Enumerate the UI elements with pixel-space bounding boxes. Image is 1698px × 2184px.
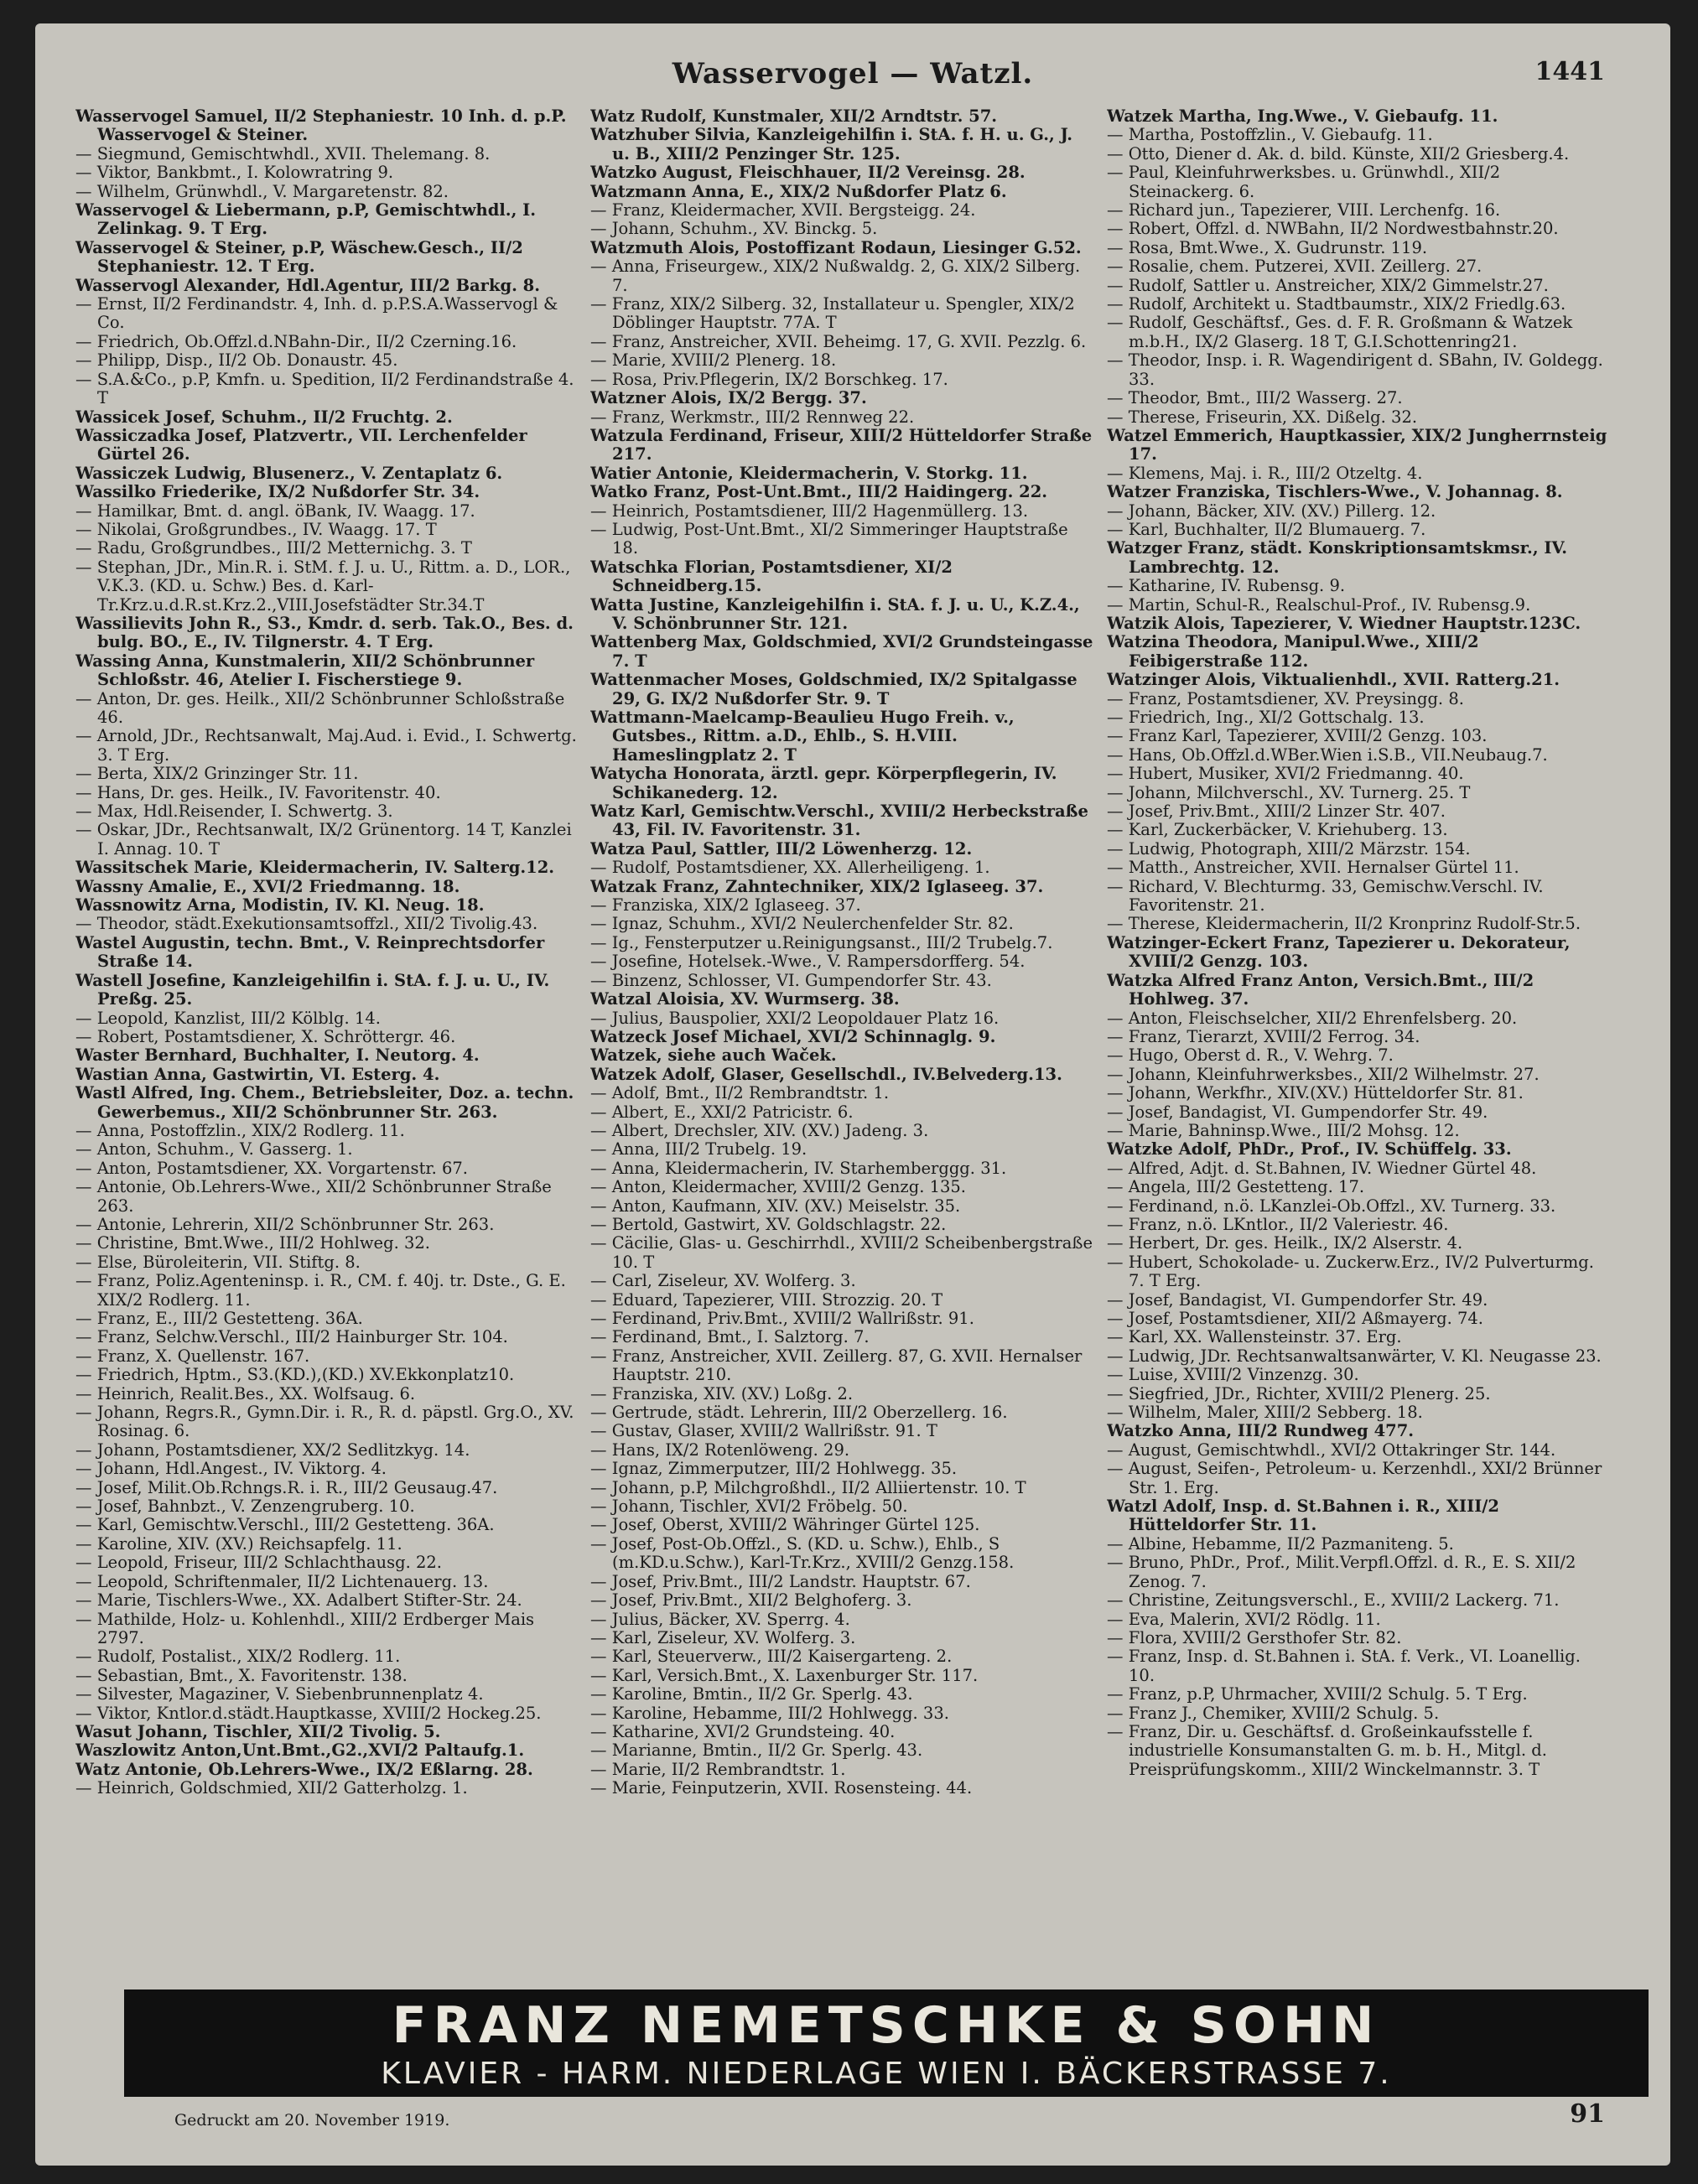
directory-entry: — Johann, Kleinfuhrwerksbes., XII/2 Wilhelmstr. 27. <box>1107 1064 1540 1084</box>
page-header <box>35 57 1670 107</box>
directory-entry: Watzmuth Alois, Postoffizant Rodaun, Liesinger G.52. <box>590 237 1082 257</box>
directory-entry: Watzko Anna, III/2 Rundweg 477. <box>1107 1421 1415 1441</box>
directory-entry: — Karoline, Hebamme, III/2 Hohlwegg. 33. <box>590 1703 949 1723</box>
directory-entry: Wassilievits John R., S3., Kmdr. d. serb. Tak.O., Bes. d. bulg. BO., E., IV. Tilgnerstr. 4. T Erg. <box>75 613 574 652</box>
directory-entry: Watzer Franziska, Tischlers-Wwe., V. Johannag. 8. <box>1107 482 1563 502</box>
directory-entry: — Matth., Anstreicher, XVII. Hernalser Gürtel 11. <box>1107 858 1519 878</box>
directory-entry: Wattenberg Max, Goldschmied, XVI/2 Grundsteingasse 7. T <box>590 632 1093 671</box>
directory-entry: — Wilhelm, Grünwhdl., V. Margaretenstr. 82. <box>75 181 449 201</box>
directory-entry: Watycha Honorata, ärztl. gepr. Körperpflegerin, IV. Schikanederg. 12. <box>590 764 1057 802</box>
directory-entry: — Else, Büroleiterin, VII. Stiftg. 8. <box>75 1252 361 1272</box>
directory-entry: — Albine, Hebamme, II/2 Pazmaniteng. 5. <box>1107 1533 1454 1554</box>
directory-entry: — Ignaz, Zimmerputzer, III/2 Hohlwegg. 35. <box>590 1459 958 1479</box>
directory-entry: — Philipp, Disp., II/2 Ob. Donaustr. 45. <box>75 350 398 371</box>
directory-entry: — S.A.&Co., p.P, Kmfn. u. Spedition, II/2 Ferdinandstraße 4. T <box>75 369 574 408</box>
directory-entry: Watzek Martha, Ing.Wwe., V. Giebaufg. 11. <box>1107 107 1498 126</box>
directory-entry: — Johann, Bäcker, XIV. (XV.) Pillerg. 12. <box>1107 501 1436 521</box>
directory-entry: Wassnowitz Arna, Modistin, IV. Kl. Neug. 18. <box>75 895 485 916</box>
directory-entry: Watzinger-Eckert Franz, Tapezierer u. Dekorateur, XVIII/2 Genzg. 103. <box>1107 932 1571 972</box>
directory-entry: Wassicek Josef, Schuhm., II/2 Fruchtg. 2. <box>75 407 453 427</box>
directory-entry: Watzhuber Silvia, Kanzleigehilfin i. StA. f. H. u. G., J. u. B., XIII/2 Penzinger Str. 125. <box>590 125 1073 163</box>
directory-entry: Watzger Franz, städt. Konskriptionsamtskmsr., IV. Lambrechtg. 12. <box>1107 538 1568 577</box>
banner-company-name: FRANZ NEMETSCHKE & SOHN <box>392 1996 1381 2055</box>
directory-entry: — Rudolf, Sattler u. Anstreicher, XIX/2 Gimmelstr.27. <box>1107 275 1549 295</box>
directory-entry: — Marie, Feinputzerin, XVII. Rosensteing. 44. <box>590 1778 973 1798</box>
directory-entry: — Anton, Schuhm., V. Gasserg. 1. <box>75 1139 353 1159</box>
directory-entry: — Julius, Bauspolier, XXI/2 Leopoldauer Platz 16. <box>590 1008 1000 1028</box>
directory-entry: Watzak Franz, Zahntechniker, XIX/2 Iglaseeg. 37. <box>590 876 1044 896</box>
advertisement-banner <box>124 1989 1649 2097</box>
directory-entry: — Franz, E., III/2 Gestetteng. 36A. <box>75 1309 363 1328</box>
directory-entry: Wattmann-Maelcamp-Beaulieu Hugo Freih. v., Gutsbes., Rittm. a.D., Ehlb., S. H.VIII. Hameslingplatz 2. T <box>590 708 1015 765</box>
directory-entry: — Antonie, Ob.Lehrers-Wwe., XII/2 Schönbrunner Straße 263. <box>75 1177 552 1216</box>
directory-entry: — Franz Karl, Tapezierer, XVIII/2 Genzg. 103. <box>1107 726 1488 746</box>
directory-entry: — Josef, Postamtsdiener, XII/2 Aßmayerg. 74. <box>1107 1309 1483 1328</box>
directory-entry: — Johann, Schuhm., XV. Binckg. 5. <box>590 219 878 239</box>
directory-entry: — Johann, Tischler, XVI/2 Fröbelg. 50. <box>590 1497 908 1517</box>
directory-entry: — Karl, Gemischtw.Verschl., III/2 Gestetteng. 36A. <box>75 1515 495 1535</box>
directory-entry: — Luise, XVIII/2 Vinzenzg. 30. <box>1107 1365 1359 1385</box>
directory-entry: — Karl, Steuerverw., III/2 Kaisergarteng. 2. <box>590 1647 953 1667</box>
directory-entry: Watzal Aloisia, XV. Wurmserg. 38. <box>590 989 900 1009</box>
directory-entry: Watzl Adolf, Insp. d. St.Bahnen i. R., XIII/2 Hütteldorfer Str. 11. <box>1107 1497 1499 1535</box>
directory-entry: — Franz, X. Quellenstr. 167. <box>75 1346 310 1366</box>
directory-entry: Wastel Augustin, techn. Bmt., V. Reinprechtsdorfer Straße 14. <box>75 932 545 972</box>
sheet-number: 91 <box>1570 2099 1605 2129</box>
directory-entry: — Marie, II/2 Rembrandtstr. 1. <box>590 1759 846 1779</box>
directory-entry: — Hubert, Schokolade- u. Zuckerw.Erz., IV/2 Pulverturmg. 7. T Erg. <box>1107 1252 1594 1291</box>
directory-entry: Wasut Johann, Tischler, XII/2 Tivolig. 5. <box>75 1721 441 1741</box>
directory-entry: — Heinrich, Postamtsdiener, III/2 Hagenmüllerg. 13. <box>590 501 1029 521</box>
directory-entry: — Martin, Schul-R., Realschul-Prof., IV. Rubensg.9. <box>1107 594 1531 615</box>
directory-entry: — Binzenz, Schlosser, VI. Gumpendorfer Str. 43. <box>590 970 992 990</box>
directory-entry: — Franz, XIX/2 Silberg. 32, Installateur u. Spengler, XIX/2 Döblinger Hauptstr. 77A. T <box>590 294 1075 333</box>
directory-entry: — Angela, III/2 Gestetteng. 17. <box>1107 1177 1365 1197</box>
directory-entry: — Josef, Bandagist, VI. Gumpendorfer Str. 49. <box>1107 1289 1488 1310</box>
directory-entry: — Hamilkar, Bmt. d. angl. öBank, IV. Waagg. 17. <box>75 501 475 521</box>
directory-entry: Watschka Florian, Postamtsdiener, XI/2 Schneidberg.15. <box>590 557 953 596</box>
directory-entry: — Adolf, Bmt., II/2 Rembrandtstr. 1. <box>590 1083 890 1103</box>
directory-entry: — Karoline, Bmtin., II/2 Gr. Sperlg. 43. <box>590 1684 913 1704</box>
directory-entry: Watzek Adolf, Glaser, Gesellschdl., IV.Belvederg.13. <box>590 1064 1062 1084</box>
directory-entry: Watko Franz, Post-Unt.Bmt., III/2 Haidingerg. 22. <box>590 482 1048 502</box>
directory-entry: — Franziska, XIX/2 Iglaseeg. 37. <box>590 895 861 916</box>
directory-entry: — Robert, Offzl. d. NWBahn, II/2 Nordwestbahnstr.20. <box>1107 219 1559 239</box>
directory-entry: — Therese, Friseurin, XX. Dißelg. 32. <box>1107 407 1418 427</box>
directory-entry: Waszlowitz Anton,Unt.Bmt.,G2.,XVI/2 Paltaufg.1. <box>75 1740 525 1761</box>
directory-entry: — Josefine, Hotelsek.-Wwe., V. Rampersdorfferg. 54. <box>590 952 1026 972</box>
directory-entry: Wassiczadka Josef, Platzvertr., VII. Lerchenfelder Gürtel 26. <box>75 425 527 464</box>
directory-entry: — Eva, Malerin, XVI/2 Rödlg. 11. <box>1107 1609 1381 1629</box>
column-2 <box>590 107 1093 1973</box>
directory-entry: — Marie, Bahninsp.Wwe., III/2 Mohsg. 12. <box>1107 1120 1460 1140</box>
directory-entry: — Flora, XVIII/2 Gersthofer Str. 82. <box>1107 1627 1402 1647</box>
directory-entry: — Ferdinand, Bmt., I. Salztorg. 7. <box>590 1327 870 1347</box>
directory-entry: Watz Karl, Gemischtw.Verschl., XVIII/2 Herbeckstraße 43, Fil. IV. Favoritenstr. 31. <box>590 801 1088 840</box>
running-title: Wasservogel — Watzl. <box>672 57 1034 91</box>
directory-entry: — Robert, Postamtsdiener, X. Schröttergr. 46. <box>75 1026 456 1046</box>
directory-entry: Wasservogl Alexander, Hdl.Agentur, III/2 Barkg. 8. <box>75 275 541 295</box>
directory-entry: — Franz, Selchw.Verschl., III/2 Hainburger Str. 104. <box>75 1327 508 1347</box>
directory-entry: — Franz, Poliz.Agenteninsp. i. R., CM. f. 40j. tr. Dste., G. E. XIX/2 Rodlerg. 11. <box>75 1271 566 1310</box>
directory-entry: Watzik Alois, Tapezierer, V. Wiedner Hauptstr.123C. <box>1107 613 1581 633</box>
directory-entry: — Bertold, Gastwirt, XV. Goldschlagstr. 22. <box>590 1214 947 1234</box>
directory-entry: — Friedrich, Hptm., S3.(KD.),(KD.) XV.Ekkonplatz10. <box>75 1365 515 1385</box>
directory-entry: — Herbert, Dr. ges. Heilk., IX/2 Alserstr. 4. <box>1107 1233 1463 1253</box>
directory-entry: — Josef, Oberst, XVIII/2 Währinger Gürtel 125. <box>590 1515 980 1535</box>
directory-entry: — Marie, XVIII/2 Plenerg. 18. <box>590 350 837 371</box>
directory-entry: Watz Rudolf, Kunstmaler, XII/2 Arndtstr. 57. <box>590 107 998 126</box>
directory-entry: — Richard jun., Tapezierer, VIII. Lerchenfg. 16. <box>1107 200 1501 220</box>
directory-entry: Watzmann Anna, E., XIX/2 Nußdorfer Platz 6. <box>590 181 1007 201</box>
directory-entry: — Katharine, IV. Rubensg. 9. <box>1107 576 1346 596</box>
directory-entry: Watzka Alfred Franz Anton, Versich.Bmt., III/2 Hohlweg. 37. <box>1107 970 1534 1009</box>
directory-entry: — Ignaz, Schuhm., XVI/2 Neulerchenfelder Str. 82. <box>590 914 1014 934</box>
directory-entry: — Johann, Hdl.Angest., IV. Viktorg. 4. <box>75 1459 387 1479</box>
directory-entry: — Antonie, Lehrerin, XII/2 Schönbrunner Str. 263. <box>75 1214 495 1234</box>
directory-entry: — Franz, Kleidermacher, XVII. Bergsteigg. 24. <box>590 200 976 220</box>
directory-entry: — Josef, Bandagist, VI. Gumpendorfer Str. 49. <box>1107 1102 1488 1122</box>
directory-entry: — Bruno, PhDr., Prof., Milit.Verpfl.Offzl. d. R., E. S. XII/2 Zenog. 7. <box>1107 1553 1576 1591</box>
directory-entry: — Siegmund, Gemischtwhdl., XVII. Thelemang. 8. <box>75 143 491 163</box>
directory-entry: Watta Justine, Kanzleigehilfin i. StA. f. J. u. U., K.Z.4., V. Schönbrunner Str. 121. <box>590 594 1080 633</box>
directory-entry: — Therese, Kleidermacherin, II/2 Kronprinz Rudolf-Str.5. <box>1107 914 1581 934</box>
directory-entry: — Radu, Großgrundbes., III/2 Metternichg. 3. T <box>75 538 472 558</box>
directory-entry: — Martha, Postoffzlin., V. Giebaufg. 11. <box>1107 125 1433 145</box>
directory-entry: — Viktor, Bankbmt., I. Kolowratring 9. <box>75 163 394 183</box>
directory-entry: — Anton, Fleischselcher, XII/2 Ehrenfelsberg. 20. <box>1107 1008 1518 1028</box>
directory-entry: — Heinrich, Realit.Bes., XX. Wolfsaug. 6. <box>75 1383 416 1403</box>
directory-entry: — Katharine, XVI/2 Grundsteing. 40. <box>590 1721 896 1741</box>
directory-entry: — Richard, V. Blechturmg. 33, Gemischw.Verschl. IV. Favoritenstr. 21. <box>1107 876 1544 916</box>
directory-entry: — Gustav, Glaser, XVIII/2 Wallrißstr. 91. T <box>590 1421 937 1441</box>
directory-entry: — Karl, Zuckerbäcker, V. Kriehuberg. 13. <box>1107 820 1448 840</box>
directory-entry: — Max, Hdl.Reisender, I. Schwertg. 3. <box>75 801 393 822</box>
directory-entry: — Johann, Milchverschl., XV. Turnerg. 25. T <box>1107 782 1471 802</box>
directory-entry: Wassny Amalie, E., XVI/2 Friedmanng. 18. <box>75 876 460 896</box>
directory-entry: — Johann, Werkfhr., XIV.(XV.) Hütteldorfer Str. 81. <box>1107 1083 1524 1103</box>
directory-entry: Watz Antonie, Ob.Lehrers-Wwe., IX/2 Eßlarng. 28. <box>75 1759 533 1779</box>
directory-entry: — Stephan, JDr., Min.R. i. StM. f. J. u. U., Rittm. a. D., LOR., V.K.3. (KD. u. Schw.) Bes. d. Karl-Tr.Krz.u.d.R.st.Krz.2.,VIII.Josefstädter Str.34.T <box>75 557 571 615</box>
print-date: Gedruckt am 20. November 1919. <box>174 2111 450 2130</box>
directory-entry: Watzke Adolf, PhDr., Prof., IV. Schüffelg. 33. <box>1107 1139 1512 1159</box>
directory-entry: — Sebastian, Bmt., X. Favoritenstr. 138. <box>75 1665 408 1685</box>
directory-entry: — Alfred, Adjt. d. St.Bahnen, IV. Wiedner Gürtel 48. <box>1107 1158 1537 1178</box>
directory-entry: — Klemens, Maj. i. R., III/2 Otzeltg. 4. <box>1107 463 1423 483</box>
directory-entry: — Franz J., Chemiker, XVIII/2 Schulg. 5. <box>1107 1703 1440 1723</box>
directory-entry: — Heinrich, Goldschmied, XII/2 Gatterholzg. 1. <box>75 1778 468 1798</box>
directory-entry: — Anna, Postoffzlin., XIX/2 Rodlerg. 11. <box>75 1120 405 1140</box>
directory-entry: — Franz, Insp. d. St.Bahnen i. StA. f. Verk., VI. Loanellig. 10. <box>1107 1647 1581 1685</box>
directory-entry: Wastl Alfred, Ing. Chem., Betriebsleiter, Doz. a. techn. Gewerbemus., XII/2 Schönbrunner Str. 263. <box>75 1083 574 1122</box>
directory-entry: — Otto, Diener d. Ak. d. bild. Künste, XII/2 Griesberg.4. <box>1107 143 1570 163</box>
directory-entry: — Hans, Ob.Offzl.d.WBer.Wien i.S.B., VII.Neubaug.7. <box>1107 744 1548 765</box>
directory-entry: — Franz, Anstreicher, XVII. Zeillerg. 87, G. XVII. Hernalser Hauptstr. 210. <box>590 1346 1083 1385</box>
directory-entry: — Johann, Regrs.R., Gymn.Dir. i. R., R. d. päpstl. Grg.O., XV. Rosinag. 6. <box>75 1403 574 1441</box>
directory-entry: — August, Seifen-, Petroleum- u. Kerzenhdl., XXI/2 Brünner Str. 1. Erg. <box>1107 1459 1602 1497</box>
directory-entry: — Franz, n.ö. LKntlor., II/2 Valeriestr. 46. <box>1107 1214 1449 1234</box>
directory-entry: — Wilhelm, Maler, XIII/2 Sebberg. 18. <box>1107 1403 1423 1423</box>
directory-entry: — Eduard, Tapezierer, VIII. Strozzig. 20. T <box>590 1289 943 1310</box>
directory-entry: — Mathilde, Holz- u. Kohlenhdl., XIII/2 Erdberger Mais 2797. <box>75 1609 535 1647</box>
directory-entry: — Albert, Drechsler, XIV. (XV.) Jadeng. 3. <box>590 1120 929 1140</box>
directory-entry: Watzeck Josef Michael, XVI/2 Schinnaglg. 9. <box>590 1026 996 1046</box>
directory-entry: Watzel Emmerich, Hauptkassier, XIX/2 Jungherrnsteig 17. <box>1107 425 1607 464</box>
directory-entry: — Franz, Werkmstr., III/2 Rennweg 22. <box>590 407 915 427</box>
directory-entry: — Friedrich, Ob.Offzl.d.NBahn-Dir., II/2 Czerning.16. <box>75 331 517 351</box>
directory-entry: Waster Bernhard, Buchhalter, I. Neutorg. 4. <box>75 1045 480 1066</box>
directory-entry: — Oskar, JDr., Rechtsanwalt, IX/2 Grünentorg. 14 T, Kanzlei I. Annag. 10. T <box>75 820 572 859</box>
directory-entry: — Ernst, II/2 Ferdinandstr. 4, Inh. d. p.P.S.A.Wasservogl & Co. <box>75 294 558 333</box>
directory-entry: — Arnold, JDr., Rechtsanwalt, Maj.Aud. i. Evid., I. Schwertg. 3. T Erg. <box>75 726 577 765</box>
directory-entry: — Anna, III/2 Trubelg. 19. <box>590 1139 807 1159</box>
directory-entry: — Marianne, Bmtin., II/2 Gr. Sperlg. 43. <box>590 1740 923 1761</box>
directory-entry: Wattenmacher Moses, Goldschmied, IX/2 Spitalgasse 29, G. IX/2 Nußdorfer Str. 9. T <box>590 670 1077 708</box>
directory-entry: — Hugo, Oberst d. R., V. Wehrg. 7. <box>1107 1045 1394 1066</box>
directory-entry: — Julius, Bäcker, XV. Sperrg. 4. <box>590 1609 850 1629</box>
directory-entry: Wastell Josefine, Kanzleigehilfin i. StA. f. J. u. U., IV. Preßg. 25. <box>75 970 550 1009</box>
directory-entry: — Franz, Tierarzt, XVIII/2 Ferrog. 34. <box>1107 1026 1420 1046</box>
directory-entry: — Rosa, Bmt.Wwe., X. Gudrunstr. 119. <box>1107 237 1428 257</box>
directory-entry: — Ferdinand, Priv.Bmt., XVIII/2 Wallrißstr. 91. <box>590 1309 974 1328</box>
directory-entry: Watzula Ferdinand, Friseur, XIII/2 Hütteldorfer Straße 217. <box>590 425 1093 464</box>
banner-address: KLAVIER - HARM. NIEDERLAGE WIEN I. BÄCKERSTRASSE 7. <box>381 2057 1392 2091</box>
column-1 <box>75 107 579 1973</box>
directory-entry: — Franz, Dir. u. Geschäftsf. d. Großeinkaufsstelle f. industrielle Konsumanstalten G. m. b. H., Mitgl. d. Preisprüfungskomm., XIII/2 Winckelmannstr. 3. T <box>1107 1721 1547 1779</box>
directory-entry: Wassiczek Ludwig, Blusenerz., V. Zentaplatz 6. <box>75 463 503 483</box>
directory-entry: — Karl, Ziseleur, XV. Wolferg. 3. <box>590 1627 856 1647</box>
directory-entry: Wasservogel Samuel, II/2 Stephaniestr. 10 Inh. d. p.P. Wasservogel & Steiner. <box>75 107 567 145</box>
directory-entry: — Josef, Milit.Ob.Rchngs.R. i. R., III/2 Geusaug.47. <box>75 1477 498 1497</box>
directory-entry: — Friedrich, Ing., XI/2 Gottschalg. 13. <box>1107 708 1425 727</box>
directory-entry: — Paul, Kleinfuhrwerksbes. u. Grünwhdl., XII/2 Steinackerg. 6. <box>1107 163 1501 201</box>
directory-entry: — Silvester, Magaziner, V. Siebenbrunnenplatz 4. <box>75 1684 484 1704</box>
directory-entry: — Leopold, Friseur, III/2 Schlachthausg. 22. <box>75 1553 442 1573</box>
directory-entry: — Rudolf, Architekt u. Stadtbaumstr., XIX/2 Friedlg.63. <box>1107 294 1566 314</box>
directory-entry: — Anna, Friseurgew., XIX/2 Nußwaldg. 2, G. XIX/2 Silberg. 7. <box>590 257 1081 295</box>
directory-entry: Wasservogel & Liebermann, p.P, Gemischtwhdl., I. Zelinkag. 9. T Erg. <box>75 200 537 239</box>
directory-entry: — Theodor, Insp. i. R. Wagendirigent d. SBahn, IV. Goldegg. 33. <box>1107 350 1603 389</box>
directory-entry: — Karl, Buchhalter, II/2 Blumauerg. 7. <box>1107 519 1426 539</box>
directory-entry: — Hans, IX/2 Rotenlöweng. 29. <box>590 1440 850 1460</box>
directory-entry: — Ludwig, Post-Unt.Bmt., XI/2 Simmeringer Hauptstraße 18. <box>590 519 1068 558</box>
directory-entry: — Ludwig, JDr. Rechtsanwaltsanwärter, V. Kl. Neugasse 23. <box>1107 1346 1602 1366</box>
directory-entry: — August, Gemischtwhdl., XVI/2 Ottakringer Str. 144. <box>1107 1440 1556 1460</box>
directory-entry: — Anton, Kleidermacher, XVIII/2 Genzg. 135. <box>590 1177 967 1197</box>
directory-entry: — Gertrude, städt. Lehrerin, III/2 Oberzellerg. 16. <box>590 1403 1008 1423</box>
directory-entry: Watzinger Alois, Viktualienhdl., XVII. Ratterg.21. <box>1107 670 1560 690</box>
directory-entry: Watzina Theodora, Manipul.Wwe., XIII/2 Feibigerstraße 112. <box>1107 632 1479 671</box>
directory-entry: — Franz, p.P, Uhrmacher, XVIII/2 Schulg. 5. T Erg. <box>1107 1684 1528 1704</box>
directory-entry: — Rosa, Priv.Pflegerin, IX/2 Borschkeg. 17. <box>590 369 948 389</box>
directory-entry: — Leopold, Kanzlist, III/2 Kölblg. 14. <box>75 1008 381 1028</box>
directory-entry: Watier Antonie, Kleidermacherin, V. Storkg. 11. <box>590 463 1028 483</box>
directory-entry: — Rudolf, Postamtsdiener, XX. Allerheiligeng. 1. <box>590 858 990 878</box>
directory-entry: — Ig., Fensterputzer u.Reinigungsanst., III/2 Trubelg.7. <box>590 932 1053 952</box>
page-number: 1441 <box>1534 57 1605 86</box>
directory-entry: Wasservogel & Steiner, p.P, Wäschew.Gesch., II/2 Stephaniestr. 12. T Erg. <box>75 237 523 277</box>
directory-entry: — Johann, p.P, Milchgroßhdl., II/2 Alliiertenstr. 10. T <box>590 1477 1026 1497</box>
directory-entry: — Franz, Anstreicher, XVII. Beheimg. 17, G. XVII. Pezzlg. 6. <box>590 331 1087 351</box>
directory-entry: — Franziska, XIV. (XV.) Loßg. 2. <box>590 1383 854 1403</box>
directory-entry: — Ludwig, Photograph, XIII/2 Märzstr. 154. <box>1107 838 1471 859</box>
directory-entry: Wassilko Friederike, IX/2 Nußdorfer Str. 34. <box>75 482 480 502</box>
directory-entry: — Christine, Bmt.Wwe., III/2 Hohlweg. 32. <box>75 1233 430 1253</box>
directory-entry: Watzek, siehe auch Waček. <box>590 1045 837 1066</box>
directory-entry: — Karl, Versich.Bmt., X. Laxenburger Str. 117. <box>590 1665 979 1685</box>
directory-entry: — Anton, Postamtsdiener, XX. Vorgartenstr. 67. <box>75 1158 468 1178</box>
directory-entry: — Rudolf, Geschäftsf., Ges. d. F. R. Großmann & Watzek m.b.H., IX/2 Glaserg. 18 T, G.I.Schottenring21. <box>1107 313 1573 351</box>
directory-entry: — Ferdinand, n.ö. LKanzlei-Ob.Offzl., XV. Turnerg. 33. <box>1107 1196 1556 1216</box>
directory-entry: Wastian Anna, Gastwirtin, VI. Esterg. 4. <box>75 1064 440 1084</box>
directory-entry: — Marie, Tischlers-Wwe., XX. Adalbert Stifter-Str. 24. <box>75 1590 522 1611</box>
directory-entry: — Josef, Priv.Bmt., XII/2 Belghoferg. 3. <box>590 1590 912 1611</box>
directory-entry: — Franz, Postamtsdiener, XV. Preysingg. 8. <box>1107 688 1464 708</box>
directory-entry: — Josef, Priv.Bmt., III/2 Landstr. Hauptstr. 67. <box>590 1571 971 1591</box>
directory-entry: Wassing Anna, Kunstmalerin, XII/2 Schönbrunner Schloßstr. 46, Atelier I. Fischerstiege 9. <box>75 651 535 690</box>
directory-entry: — Leopold, Schriftenmaler, II/2 Lichtenauerg. 13. <box>75 1571 489 1591</box>
directory-entry: — Anton, Dr. ges. Heilk., XII/2 Schönbrunner Schloßstraße 46. <box>75 688 565 727</box>
directory-entry: — Nikolai, Großgrundbes., IV. Waagg. 17. T <box>75 519 437 539</box>
directory-entry: — Siegfried, JDr., Richter, XVIII/2 Plenerg. 25. <box>1107 1383 1491 1403</box>
directory-page <box>35 23 1670 2166</box>
directory-entry: — Hans, Dr. ges. Heilk., IV. Favoritenstr. 40. <box>75 782 441 802</box>
directory-entry: — Christine, Zeitungsverschl., E., XVIII/2 Lackerg. 71. <box>1107 1590 1560 1611</box>
directory-entry: — Rudolf, Postalist., XIX/2 Rodlerg. 11. <box>75 1647 401 1667</box>
directory-entry: — Hubert, Musiker, XVI/2 Friedmanng. 40. <box>1107 764 1464 784</box>
directory-entry: — Josef, Bahnbzt., V. Zenzengruberg. 10. <box>75 1497 415 1517</box>
directory-entry: — Josef, Post-Ob.Offzl., S. (KD. u. Schw.), Ehlb., S (m.KD.u.Schw.), Karl-Tr.Krz., XVIII/2 Genzg.158. <box>590 1533 1015 1573</box>
directory-entry: — Rosalie, chem. Putzerei, XVII. Zeillerg. 27. <box>1107 257 1483 277</box>
directory-entry: — Viktor, Kntlor.d.städt.Hauptkasse, XVIII/2 Hockeg.25. <box>75 1703 542 1723</box>
directory-entry: Watza Paul, Sattler, III/2 Löwenherzg. 12. <box>590 838 973 859</box>
directory-entry: — Karl, XX. Wallensteinstr. 37. Erg. <box>1107 1327 1402 1347</box>
directory-entry: — Anton, Kaufmann, XIV. (XV.) Meiselstr. 35. <box>590 1196 961 1216</box>
directory-entry: — Albert, E., XXI/2 Patricistr. 6. <box>590 1102 854 1122</box>
directory-entry: — Karoline, XIV. (XV.) Reichsapfelg. 11. <box>75 1533 402 1554</box>
column-3 <box>1107 107 1610 1973</box>
directory-entry: Watzner Alois, IX/2 Bergg. 37. <box>590 388 867 408</box>
directory-entry: — Carl, Ziseleur, XV. Wolferg. 3. <box>590 1271 856 1291</box>
directory-entry: — Theodor, Bmt., III/2 Wasserg. 27. <box>1107 388 1403 408</box>
directory-entry: — Johann, Postamtsdiener, XX/2 Sedlitzkyg. 14. <box>75 1440 470 1460</box>
directory-entry: — Cäcilie, Glas- u. Geschirrhdl., XVIII/2 Scheibenbergstraße 10. T <box>590 1233 1093 1272</box>
directory-entry: — Theodor, städt.Exekutionsamtsoffzl., XII/2 Tivolig.43. <box>75 914 538 934</box>
directory-entry: Watzko August, Fleischhauer, II/2 Vereinsg. 28. <box>590 163 1026 183</box>
directory-entry: — Berta, XIX/2 Grinzinger Str. 11. <box>75 764 359 784</box>
directory-entry: — Anna, Kleidermacherin, IV. Starhemberggg. 31. <box>590 1158 1007 1178</box>
directory-entry: Wassitschek Marie, Kleidermacherin, IV. Salterg.12. <box>75 858 555 878</box>
directory-entry: — Josef, Priv.Bmt., XIII/2 Linzer Str. 407. <box>1107 801 1446 822</box>
